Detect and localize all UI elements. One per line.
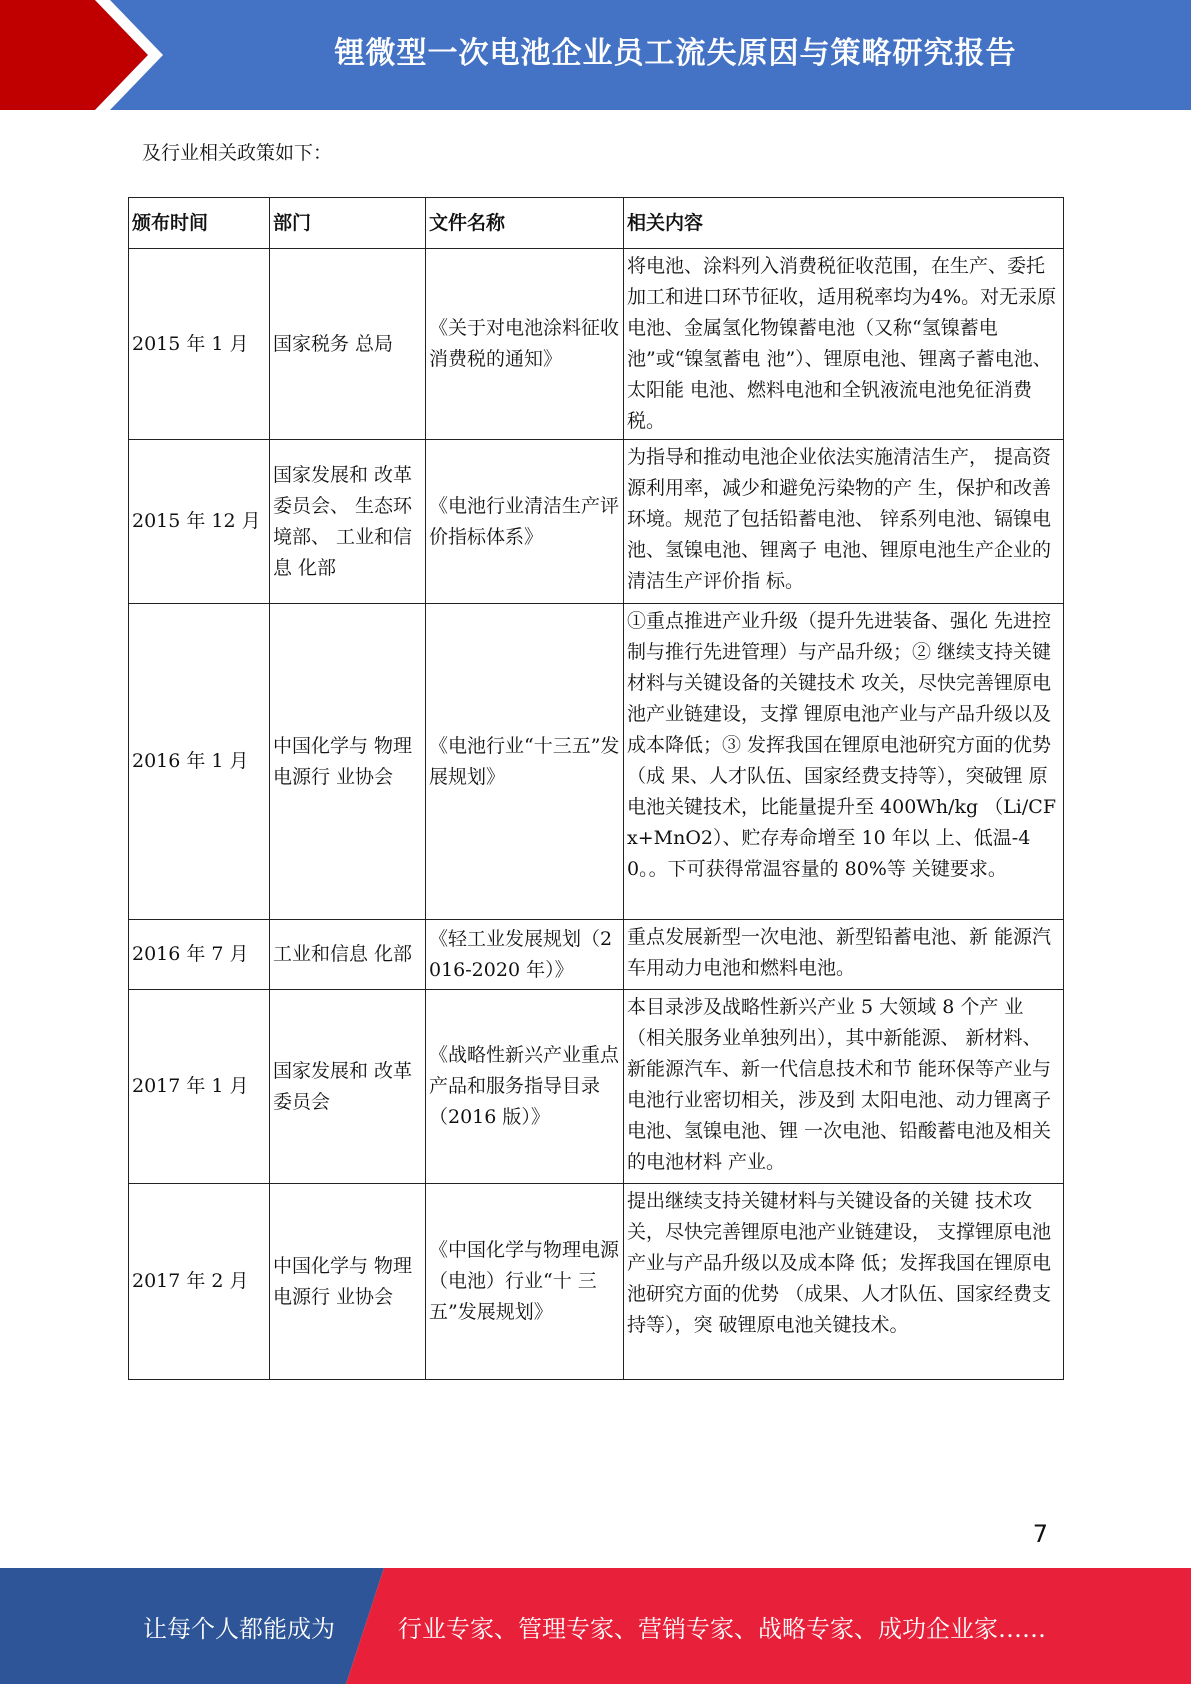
cell-date: 2015 年 1 月 — [129, 249, 270, 440]
cell-content: 将电池、涂料列入消费税征收范围，在生产、委托加工和进口环节征收，适用税率均为4%。对无汞原电池、金属氢化物镍蓄电池（又称“氢镍蓄电池”或“镍氢蓄电 池”）、锂原电池、锂离子蓄电池、太阳能 电池、燃料电池和全钒液流电池免征消费 税。 — [624, 249, 1064, 440]
table-row — [129, 249, 1064, 440]
cell-content: ①重点推进产业升级（提升先进装备、强化 先进控制与推行先进管理）与产品升级；② 继续支持关键材料与关键设备的关键技术 攻关，尽快完善锂原电池产业链建设，支撑 锂原电池产业与产品升级以及成本降低；③ 发挥我国在锂原电池研究方面的优势（成 果、人才队伍、国家经费支持等），突破锂 原电池关键技术，比能量提升至 400Wh/kg （Li/CFx+MnO2）、贮存寿命增至 10 年以 上、低温-40。。下可获得常温容量的 80%等 关键要求。 — [624, 604, 1064, 920]
cell-dept: 国家发展和 改革委员会、 生态环境部、 工业和信息 化部 — [270, 440, 426, 604]
cell-doc: 《关于对电池涂料征收消费税的通知》 — [426, 249, 624, 440]
cell-date: 2016 年 7 月 — [129, 920, 270, 990]
table-header-row — [129, 198, 1064, 249]
intro-text: 及行业相关政策如下： — [142, 142, 333, 164]
cell-doc: 《战略性新兴产业重点产品和服务指导目录（2016 版）》 — [426, 990, 624, 1184]
cell-date: 2017 年 1 月 — [129, 990, 270, 1184]
cell-doc: 《轻工业发展规划（2016-2020 年）》 — [426, 920, 624, 990]
table-row — [129, 440, 1064, 604]
cell-content: 本目录涉及战略性新兴产业 5 大领域 8 个产 业（相关服务业单独列出），其中新能源、 新材料、新能源汽车、新一代信息技术和节 能环保等产业与电池行业密切相关，涉及到 太阳电池、动力锂离子电池、氢镍电池、锂 一次电池、铅酸蓄电池及相关的电池材料 产业。 — [624, 990, 1064, 1184]
policy-table — [128, 197, 1064, 1380]
cell-dept: 中国化学与 物理电源行 业协会 — [270, 604, 426, 920]
cell-dept: 工业和信息 化部 — [270, 920, 426, 990]
column-header-date: 颁布时间 — [129, 198, 270, 249]
cell-date: 2017 年 2 月 — [129, 1184, 270, 1380]
table-row — [129, 990, 1064, 1184]
cell-date: 2016 年 1 月 — [129, 604, 270, 920]
cell-doc: 《电池行业“十三五”发展规划》 — [426, 604, 624, 920]
table-row — [129, 920, 1064, 990]
column-header-content: 相关内容 — [624, 198, 1064, 249]
column-header-dept: 部门 — [270, 198, 426, 249]
footer-slogan-left: 让每个人都能成为 — [143, 1614, 335, 1643]
cell-dept: 国家税务 总局 — [270, 249, 426, 440]
page-footer — [0, 1568, 1191, 1684]
table-row — [129, 604, 1064, 920]
cell-content: 为指导和推动电池企业依法实施清洁生产， 提高资源利用率，减少和避免污染物的产 生，保护和改善环境。规范了包括铅蓄电池、 锌系列电池、镉镍电池、氢镍电池、锂离子 电池、锂原电池生产企业的清洁生产评价指 标。 — [624, 440, 1064, 604]
column-header-doc: 文件名称 — [426, 198, 624, 249]
cell-dept: 中国化学与 物理电源行 业协会 — [270, 1184, 426, 1380]
cell-doc: 《中国化学与物理电源（电池）行业“十 三五”发展规划》 — [426, 1184, 624, 1380]
cell-dept: 国家发展和 改革委员会 — [270, 990, 426, 1184]
cell-date: 2015 年 12 月 — [129, 440, 270, 604]
page-number: 7 — [1032, 1520, 1048, 1548]
page-header — [0, 0, 1191, 110]
cell-content: 重点发展新型一次电池、新型铅蓄电池、新 能源汽车用动力电池和燃料电池。 — [624, 920, 1064, 990]
footer-slogan-right: 行业专家、管理专家、营销专家、战略专家、成功企业家…… — [398, 1614, 1046, 1643]
report-title: 锂微型一次电池企业员工流失原因与策略研究报告 — [334, 36, 1017, 71]
table-row — [129, 1184, 1064, 1380]
cell-doc: 《电池行业清洁生产评价指标体系》 — [426, 440, 624, 604]
cell-content: 提出继续支持关键材料与关键设备的关键 技术攻关，尽快完善锂原电池产业链建设， 支撑锂原电池产业与产品升级以及成本降 低；发挥我国在锂原电池研究方面的优势 （成果、人才队伍、国家经费支持等），突 破锂原电池关键技术。 — [624, 1184, 1064, 1380]
